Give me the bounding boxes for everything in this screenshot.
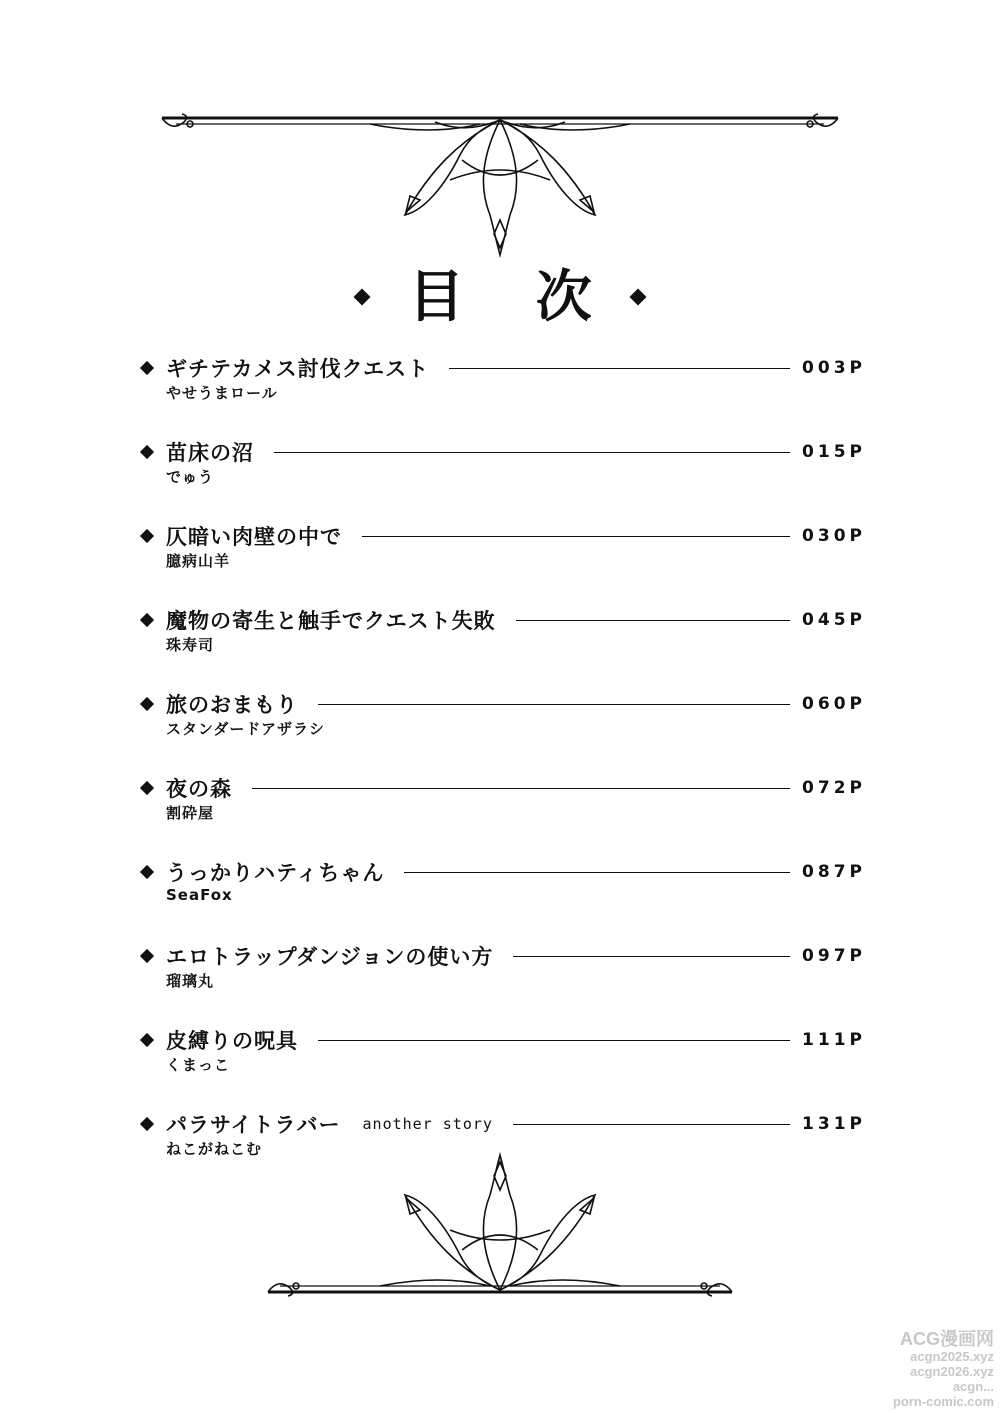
toc-entry[interactable] <box>138 1026 866 1086</box>
diamond-bullet-icon <box>140 781 154 795</box>
page-title-text: 目 次 <box>408 264 618 330</box>
leader-line <box>318 704 790 705</box>
title-diamond-right-icon <box>629 289 646 306</box>
diamond-bullet-icon <box>140 445 154 459</box>
watermark <box>854 1329 994 1409</box>
leader-line <box>516 620 790 621</box>
entry-page-number: 072P <box>802 778 866 798</box>
entry-author: くまっこ <box>166 1056 231 1074</box>
diamond-bullet-icon <box>140 865 154 879</box>
entry-author: スタンダードアザラシ <box>166 720 325 738</box>
diamond-bullet-icon <box>140 697 154 711</box>
leader-line <box>318 1040 790 1041</box>
watermark-line: ACG漫画网 <box>900 1329 994 1349</box>
entry-page-number: 097P <box>802 946 866 966</box>
leader-line <box>252 788 790 789</box>
watermark-line: acgn2025.xyz <box>910 1349 994 1364</box>
toc-entry[interactable] <box>138 606 866 666</box>
entry-page-number: 003P <box>802 358 866 378</box>
entry-title: エロトラップダンジョンの使い方 <box>166 945 494 969</box>
toc-entry[interactable] <box>138 354 866 414</box>
toc-entry[interactable] <box>138 774 866 834</box>
toc-entry[interactable] <box>138 690 866 750</box>
entry-title: 旅のおまもり <box>166 693 298 717</box>
entry-title: パラサイトラバー <box>166 1113 341 1137</box>
watermark-line: acgn2026.xyz <box>910 1364 994 1379</box>
entry-subtitle: another story <box>362 1115 493 1133</box>
leader-line <box>513 956 790 957</box>
entry-title: 皮縛りの呪具 <box>166 1029 298 1053</box>
entry-author: ねこがねこむ <box>166 1140 263 1158</box>
entry-title: 夜の森 <box>166 777 232 801</box>
bottom-ornament-icon <box>0 1150 1000 1310</box>
entry-author: 臆病山羊 <box>166 552 231 570</box>
entry-page-number: 015P <box>802 442 866 462</box>
leader-line <box>362 536 790 537</box>
entry-title: 仄暗い肉壁の中で <box>166 525 342 549</box>
diamond-bullet-icon <box>140 529 154 543</box>
entry-page-number: 060P <box>802 694 866 714</box>
entry-author: SeaFox <box>166 886 233 904</box>
leader-line <box>449 368 790 369</box>
entry-page-number: 030P <box>802 526 866 546</box>
entry-title: 魔物の寄生と触手でクエスト失敗 <box>166 609 496 633</box>
entry-author: やせうまロール <box>166 384 278 402</box>
toc-entry[interactable] <box>138 522 866 582</box>
entry-page-number: 131P <box>802 1114 866 1134</box>
entry-author: 瑠璃丸 <box>166 972 215 990</box>
entry-page-number: 045P <box>802 610 866 630</box>
toc-entry[interactable] <box>138 438 866 498</box>
entry-page-number: 111P <box>802 1030 866 1050</box>
watermark-line: acgn... <box>952 1379 994 1394</box>
entry-title: うっかりハティちゃん <box>166 861 385 885</box>
entry-author: でゅう <box>166 468 215 486</box>
entry-title: 苗床の沼 <box>166 441 254 465</box>
toc-entry[interactable] <box>138 942 866 1002</box>
leader-line <box>404 872 790 873</box>
leader-line <box>274 452 790 453</box>
entry-title: ギチテカメス討伐クエスト <box>166 357 430 381</box>
diamond-bullet-icon <box>140 1117 154 1131</box>
title-diamond-left-icon <box>354 289 371 306</box>
entry-author: 珠寿司 <box>166 636 215 654</box>
top-ornament-icon <box>0 100 1000 260</box>
diamond-bullet-icon <box>140 949 154 963</box>
entry-page-number: 087P <box>802 862 866 882</box>
diamond-bullet-icon <box>140 1033 154 1047</box>
page-title <box>0 262 1000 332</box>
toc-entry[interactable] <box>138 858 866 918</box>
entry-author: 割砕屋 <box>166 804 215 822</box>
leader-line <box>513 1124 790 1125</box>
diamond-bullet-icon <box>140 361 154 375</box>
watermark-line: porn-comic.com <box>892 1394 994 1409</box>
diamond-bullet-icon <box>140 613 154 627</box>
